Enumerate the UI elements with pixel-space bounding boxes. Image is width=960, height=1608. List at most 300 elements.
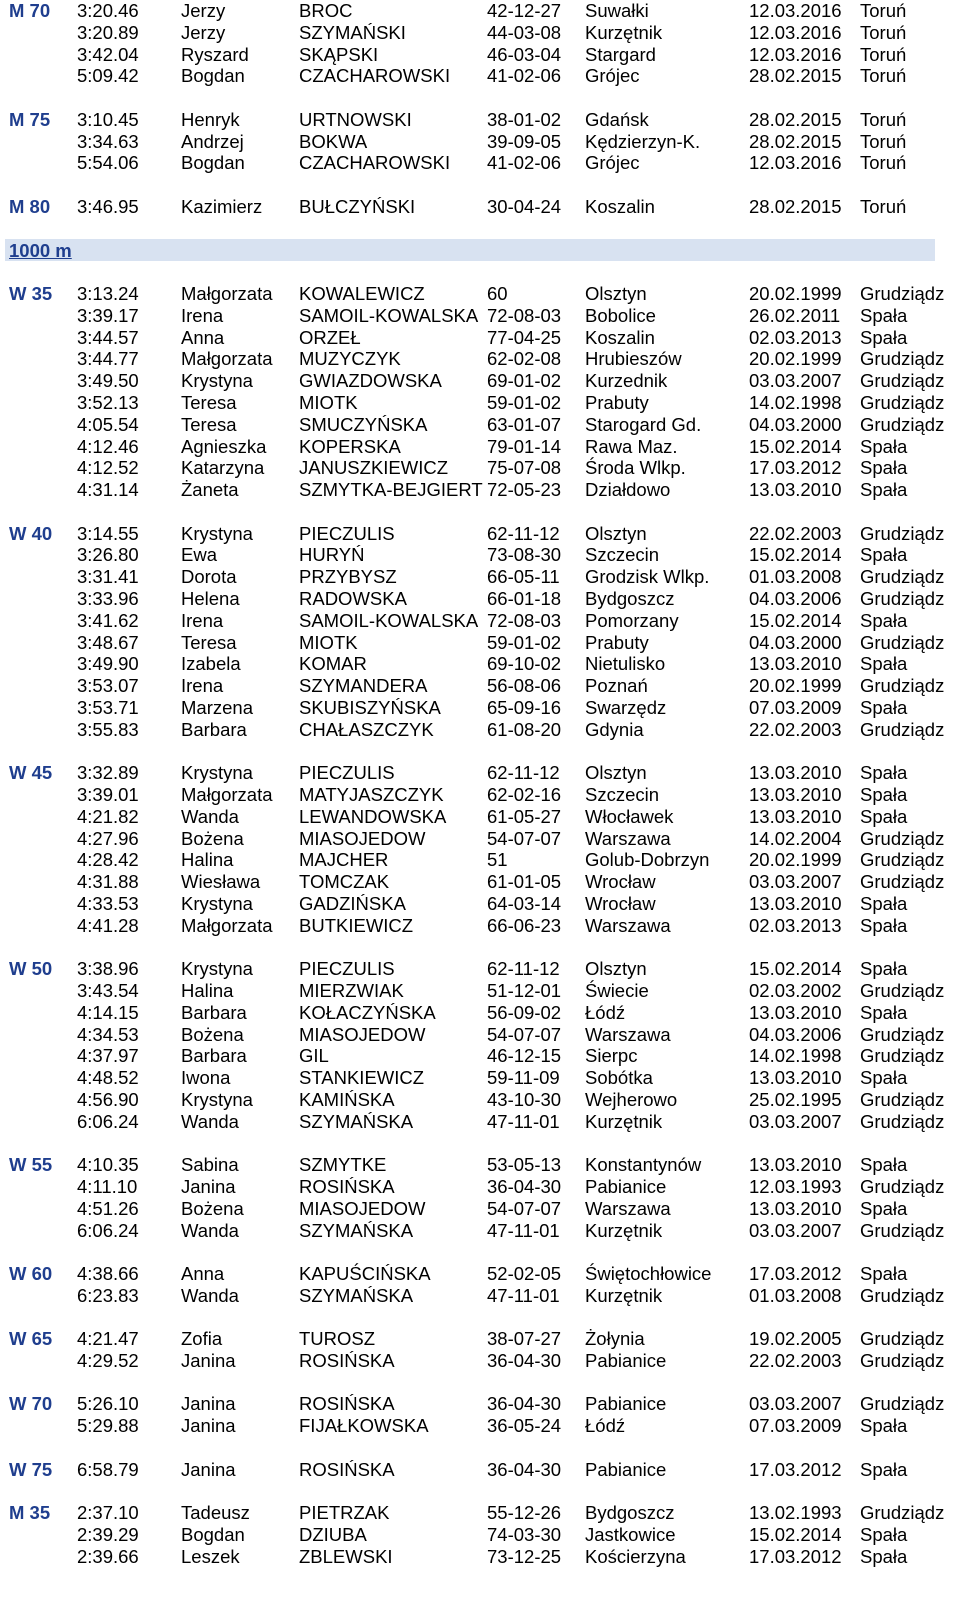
cell-place: Toruń — [860, 152, 907, 174]
cell-last: PRZYBYSZ — [299, 566, 397, 588]
cell-last: ROSIŃSKA — [299, 1350, 395, 1371]
cell-place: Grudziądz — [860, 1089, 945, 1110]
cell-time: 3:39.17 — [77, 304, 139, 326]
cell-place: Spała — [860, 1263, 908, 1284]
cell-date: 17.03.2012 — [749, 1458, 842, 1480]
cell-city: Olsztyn — [585, 522, 647, 544]
cell-place: Spała — [860, 958, 908, 980]
cell-place: Spała — [860, 697, 908, 718]
cell-place: Grudziądz — [860, 566, 945, 588]
table-row — [0, 1024, 960, 1046]
cell-last: SAMOIL-KOWALSKA — [299, 304, 479, 326]
cell-date: 02.03.2002 — [749, 980, 842, 1001]
cell-city: Wrocław — [585, 871, 656, 893]
cell-last: PIECZULIS — [299, 958, 395, 980]
cell-first: Krystyna — [181, 958, 253, 980]
cell-time: 3:32.89 — [77, 762, 139, 784]
cell-city: Koszalin — [585, 195, 655, 217]
cell-time: 4:37.97 — [77, 1045, 139, 1067]
cell-place: Grudziądz — [860, 283, 945, 304]
cell-city: Włocławek — [585, 805, 674, 827]
cell-city: Wrocław — [585, 893, 656, 914]
table-row — [0, 1415, 960, 1437]
cell-first: Janina — [181, 1415, 236, 1437]
cell-time: 4:29.52 — [77, 1350, 139, 1371]
cell-last: CZACHAROWSKI — [299, 152, 451, 174]
cell-date: 28.02.2015 — [749, 108, 842, 130]
cell-place: Spała — [860, 1415, 908, 1437]
table-row — [0, 22, 960, 44]
cell-city: Pabianice — [585, 1458, 667, 1480]
cell-first: Bożena — [181, 1023, 244, 1045]
cell-city: Świętochłowice — [585, 1263, 712, 1284]
cell-city: Żołynia — [585, 1328, 645, 1350]
cell-time: 4:10.35 — [77, 1154, 139, 1176]
cell-birth: 72-08-03 — [487, 304, 562, 326]
cell-time: 3:33.96 — [77, 588, 139, 609]
cell-first: Katarzyna — [181, 457, 265, 479]
cell-last: ROSIŃSKA — [299, 1176, 395, 1197]
cell-first: Małgorzata — [181, 283, 273, 304]
cell-place: Grudziądz — [860, 631, 945, 653]
cell-birth: 52-02-05 — [487, 1263, 562, 1284]
cell-date: 12.03.2016 — [749, 21, 842, 43]
cell-last: ZBLEWSKI — [299, 1545, 393, 1567]
cell-first: Tadeusz — [181, 1502, 250, 1523]
table-row — [0, 305, 960, 327]
cell-first: Agnieszka — [181, 435, 267, 457]
cell-place: Spała — [860, 762, 908, 784]
cell-first: Małgorzata — [181, 784, 273, 805]
cell-city: Warszawa — [585, 914, 671, 936]
cell-time: 4:14.15 — [77, 1001, 139, 1023]
cell-birth: 61-01-05 — [487, 871, 562, 893]
cell-last: PIECZULIS — [299, 522, 395, 544]
table-row — [0, 980, 960, 1002]
cell-city: Grójec — [585, 65, 640, 87]
cell-time: 4:28.42 — [77, 849, 139, 871]
cell-time: 3:44.77 — [77, 348, 139, 370]
cell-date: 03.03.2007 — [749, 1393, 842, 1415]
cell-first: Wanda — [181, 1219, 239, 1241]
cell-place: Grudziądz — [860, 1350, 945, 1371]
cell-place: Grudziądz — [860, 1219, 945, 1241]
cell-last: KOPERSKA — [299, 435, 401, 457]
table-row — [0, 1502, 960, 1524]
table-row — [0, 65, 960, 87]
cell-time: 3:46.95 — [77, 195, 139, 217]
cell-place: Spała — [860, 1067, 908, 1089]
cell-date: 17.03.2012 — [749, 1545, 842, 1567]
cell-last: MIOTK — [299, 392, 358, 413]
cell-first: Teresa — [181, 392, 237, 413]
cell-time: 6:23.83 — [77, 1284, 139, 1306]
cell-city: Bydgoszcz — [585, 588, 675, 609]
cell-date: 14.02.2004 — [749, 827, 842, 849]
cell-first: Bogdan — [181, 152, 245, 174]
cell-city: Starogard Gd. — [585, 413, 702, 435]
cell-city: Nietulisko — [585, 653, 666, 675]
cell-place: Spała — [860, 304, 908, 326]
cell-first: Wanda — [181, 1110, 239, 1132]
cell-last: MIOTK — [299, 631, 358, 653]
cell-place: Spała — [860, 653, 908, 675]
table-row — [0, 762, 960, 784]
cell-last: GIL — [299, 1045, 329, 1067]
cell-city: Pabianice — [585, 1176, 667, 1197]
table-row — [0, 348, 960, 370]
cell-birth: 73-08-30 — [487, 544, 562, 566]
cell-time: 4:05.54 — [77, 413, 139, 435]
cell-last: SMUCZYŃSKA — [299, 413, 428, 435]
cell-birth: 59-11-09 — [487, 1067, 560, 1089]
cell-place: Spała — [860, 457, 908, 479]
cell-date: 15.02.2014 — [749, 1523, 842, 1545]
cell-first: Krystyna — [181, 762, 253, 784]
cell-first: Małgorzata — [181, 914, 273, 936]
cell-city: Sierpc — [585, 1045, 638, 1067]
cell-city: Kurzętnik — [585, 1219, 663, 1241]
cell-date: 13.03.2010 — [749, 1001, 842, 1023]
cell-birth: 38-07-27 — [487, 1328, 562, 1350]
cell-birth: 47-11-01 — [487, 1110, 560, 1132]
cell-first: Bożena — [181, 1197, 244, 1219]
cell-time: 3:39.01 — [77, 784, 139, 805]
table-row — [0, 479, 960, 501]
table-row — [0, 566, 960, 588]
cell-date: 20.02.1999 — [749, 283, 842, 304]
cell-place: Spała — [860, 1545, 908, 1567]
cell-birth: 61-05-27 — [487, 805, 562, 827]
cell-city: Prabuty — [585, 392, 649, 413]
cell-time: 3:53.07 — [77, 675, 139, 697]
cell-date: 22.02.2003 — [749, 1350, 842, 1371]
cell-birth: 60 — [487, 283, 508, 304]
cell-city: Pabianice — [585, 1350, 667, 1371]
cell-last: FIJAŁKOWSKA — [299, 1415, 429, 1437]
table-row — [0, 1067, 960, 1089]
table-row — [0, 1089, 960, 1111]
cell-city: Szczecin — [585, 784, 660, 805]
cell-city: Swarzędz — [585, 697, 667, 718]
cell-birth: 54-07-07 — [487, 1023, 562, 1045]
table-row — [0, 610, 960, 632]
section-title: 1000 m — [9, 240, 72, 262]
table-row — [0, 784, 960, 806]
cell-time: 3:42.04 — [77, 43, 139, 65]
cell-place: Toruń — [860, 108, 907, 130]
cell-city: Warszawa — [585, 1023, 671, 1045]
cell-city: Prabuty — [585, 631, 649, 653]
cell-birth: 30-04-24 — [487, 195, 562, 217]
table-row — [0, 283, 960, 305]
cell-place: Grudziądz — [860, 849, 945, 871]
cell-place: Grudziądz — [860, 1176, 945, 1197]
cell-date: 12.03.1993 — [749, 1176, 842, 1197]
table-row — [0, 1524, 960, 1546]
table-row — [0, 828, 960, 850]
cell-place: Spała — [860, 479, 908, 501]
cell-last: SZMYTKA-BEJGIERT — [299, 479, 483, 501]
cell-place: Grudziądz — [860, 871, 945, 893]
cell-birth: 63-01-07 — [487, 413, 562, 435]
cell-time: 4:12.46 — [77, 435, 139, 457]
cell-city: Kurzętnik — [585, 1284, 663, 1306]
cell-place: Spała — [860, 326, 908, 348]
cell-date: 25.02.1995 — [749, 1089, 842, 1110]
cell-place: Spała — [860, 544, 908, 566]
table-row — [0, 1154, 960, 1176]
cell-last: SKĄPSKI — [299, 43, 379, 65]
cell-time: 4:51.26 — [77, 1197, 139, 1219]
cell-first: Irena — [181, 609, 224, 631]
cell-date: 17.03.2012 — [749, 1263, 842, 1284]
cell-place: Grudziądz — [860, 348, 945, 370]
cell-time: 3:41.62 — [77, 609, 139, 631]
cell-birth: 66-06-23 — [487, 914, 562, 936]
cell-first: Krystyna — [181, 370, 253, 392]
cell-birth: 65-09-16 — [487, 697, 562, 718]
cell-city: Poznań — [585, 675, 648, 697]
cell-place: Spała — [860, 1458, 908, 1480]
cell-last: SZYMAŃSKA — [299, 1219, 414, 1241]
cell-first: Teresa — [181, 631, 237, 653]
table-row — [0, 523, 960, 545]
table-row — [0, 370, 960, 392]
cell-last: KAMIŃSKA — [299, 1089, 395, 1110]
cell-date: 04.03.2000 — [749, 631, 842, 653]
table-row — [0, 457, 960, 479]
cell-time: 4:38.66 — [77, 1263, 139, 1284]
cell-city: Bobolice — [585, 304, 656, 326]
cell-last: SZYMAŃSKI — [299, 21, 406, 43]
cell-place: Grudziądz — [860, 1393, 945, 1415]
cell-date: 15.02.2014 — [749, 435, 842, 457]
cell-birth: 73-12-25 — [487, 1545, 562, 1567]
cell-first: Żaneta — [181, 479, 239, 501]
cell-first: Ryszard — [181, 43, 249, 65]
cell-first: Jerzy — [181, 0, 226, 21]
cell-first: Ewa — [181, 544, 217, 566]
cell-last: TUROSZ — [299, 1328, 376, 1350]
cell-last: PIETRZAK — [299, 1502, 390, 1523]
cell-date: 15.02.2014 — [749, 958, 842, 980]
cell-last: ROSIŃSKA — [299, 1393, 395, 1415]
cell-time: 3:10.45 — [77, 108, 139, 130]
cell-city: Grójec — [585, 152, 640, 174]
cell-last: SKUBISZYŃSKA — [299, 697, 441, 718]
cell-birth: 62-11-12 — [487, 522, 560, 544]
cell-birth: 36-05-24 — [487, 1415, 562, 1437]
cell-city: Stargard — [585, 43, 656, 65]
cell-last: MIERZWIAK — [299, 980, 404, 1001]
cell-birth: 75-07-08 — [487, 457, 562, 479]
cell-date: 14.02.1998 — [749, 392, 842, 413]
cell-place: Grudziądz — [860, 1284, 945, 1306]
table-row — [0, 632, 960, 654]
cell-time: 2:39.66 — [77, 1545, 139, 1567]
cell-last: DZIUBA — [299, 1523, 367, 1545]
cell-first: Jerzy — [181, 21, 226, 43]
cell-first: Małgorzata — [181, 348, 273, 370]
cell-birth: 56-08-06 — [487, 675, 562, 697]
cell-birth: 47-11-01 — [487, 1219, 560, 1241]
cell-place: Spała — [860, 1523, 908, 1545]
cell-first: Krystyna — [181, 1089, 253, 1110]
cell-time: 4:34.53 — [77, 1023, 139, 1045]
cell-place: Spała — [860, 1197, 908, 1219]
cell-birth: 36-04-30 — [487, 1458, 562, 1480]
cell-city: Gdańsk — [585, 108, 649, 130]
cell-time: 3:52.13 — [77, 392, 139, 413]
cell-cat: W 75 — [9, 1458, 53, 1480]
cell-city: Łódź — [585, 1415, 626, 1437]
cell-date: 19.02.2005 — [749, 1328, 842, 1350]
cell-time: 5:26.10 — [77, 1393, 139, 1415]
cell-time: 3:49.90 — [77, 653, 139, 675]
cell-last: SZMYTKE — [299, 1154, 387, 1176]
cell-city: Gdynia — [585, 718, 644, 740]
cell-time: 4:41.28 — [77, 914, 139, 936]
cell-time: 3:20.46 — [77, 0, 139, 21]
cell-birth: 55-12-26 — [487, 1502, 562, 1523]
table-row — [0, 44, 960, 66]
table-row — [0, 1002, 960, 1024]
table-row — [0, 131, 960, 153]
cell-birth: 66-05-11 — [487, 566, 560, 588]
cell-city: Łódź — [585, 1001, 626, 1023]
table-row — [0, 871, 960, 893]
cell-first: Halina — [181, 980, 234, 1001]
cell-place: Grudziądz — [860, 370, 945, 392]
cell-birth: 62-11-12 — [487, 958, 560, 980]
table-row — [0, 697, 960, 719]
cell-last: SAMOIL-KOWALSKA — [299, 609, 479, 631]
cell-date: 04.03.2000 — [749, 413, 842, 435]
cell-last: PIECZULIS — [299, 762, 395, 784]
table-row — [0, 544, 960, 566]
table-row — [0, 414, 960, 436]
cell-last: SZYMAŃSKA — [299, 1284, 414, 1306]
cell-birth: 69-10-02 — [487, 653, 562, 675]
cell-time: 5:09.42 — [77, 65, 139, 87]
cell-first: Wiesława — [181, 871, 261, 893]
cell-birth: 74-03-30 — [487, 1523, 562, 1545]
cell-place: Spała — [860, 1001, 908, 1023]
cell-date: 07.03.2009 — [749, 1415, 842, 1437]
cell-date: 01.03.2008 — [749, 1284, 842, 1306]
cell-last: BROC — [299, 0, 353, 21]
table-row — [0, 1285, 960, 1307]
cell-place: Spała — [860, 805, 908, 827]
cell-first: Barbara — [181, 1045, 247, 1067]
cell-time: 3:20.89 — [77, 21, 139, 43]
cell-time: 4:27.96 — [77, 827, 139, 849]
cell-time: 3:48.67 — [77, 631, 139, 653]
cell-first: Sabina — [181, 1154, 239, 1176]
cell-city: Kurzętnik — [585, 1110, 663, 1132]
cell-city: Rawa Maz. — [585, 435, 678, 457]
cell-time: 4:56.90 — [77, 1089, 139, 1110]
cell-city: Golub-Dobrzyn — [585, 849, 710, 871]
cell-cat: M 75 — [9, 108, 51, 130]
cell-time: 4:21.47 — [77, 1328, 139, 1350]
cell-time: 3:31.41 — [77, 566, 139, 588]
cell-place: Grudziądz — [860, 718, 945, 740]
cell-first: Barbara — [181, 718, 247, 740]
table-row — [0, 196, 960, 218]
cell-cat: W 70 — [9, 1393, 53, 1415]
cell-time: 3:38.96 — [77, 958, 139, 980]
cell-last: URTNOWSKI — [299, 108, 412, 130]
cell-last: BUTKIEWICZ — [299, 914, 414, 936]
cell-cat: M 70 — [9, 0, 51, 21]
cell-first: Izabela — [181, 653, 241, 675]
cell-city: Szczecin — [585, 544, 660, 566]
cell-last: GADZIŃSKA — [299, 893, 406, 914]
cell-birth: 36-04-30 — [487, 1350, 562, 1371]
cell-date: 15.02.2014 — [749, 609, 842, 631]
section-header — [5, 239, 935, 261]
table-row — [0, 915, 960, 937]
cell-birth: 54-07-07 — [487, 1197, 562, 1219]
cell-cat: M 80 — [9, 195, 51, 217]
cell-cat: W 55 — [9, 1154, 53, 1176]
cell-place: Toruń — [860, 195, 907, 217]
table-row — [0, 392, 960, 414]
cell-date: 20.02.1999 — [749, 675, 842, 697]
cell-birth: 56-09-02 — [487, 1001, 562, 1023]
cell-date: 04.03.2006 — [749, 1023, 842, 1045]
cell-time: 4:31.14 — [77, 479, 139, 501]
cell-birth: 36-04-30 — [487, 1176, 562, 1197]
cell-cat: W 65 — [9, 1328, 53, 1350]
cell-date: 12.03.2016 — [749, 43, 842, 65]
cell-birth: 69-01-02 — [487, 370, 562, 392]
table-row — [0, 109, 960, 131]
cell-place: Grudziądz — [860, 1023, 945, 1045]
cell-place: Toruń — [860, 0, 907, 21]
cell-place: Grudziądz — [860, 1045, 945, 1067]
cell-date: 02.03.2013 — [749, 914, 842, 936]
cell-birth: 54-07-07 — [487, 827, 562, 849]
cell-city: Warszawa — [585, 1197, 671, 1219]
table-row — [0, 0, 960, 22]
cell-first: Janina — [181, 1458, 236, 1480]
cell-city: Świecie — [585, 980, 649, 1001]
cell-time: 3:44.57 — [77, 326, 139, 348]
table-row — [0, 893, 960, 915]
table-row — [0, 1263, 960, 1285]
table-row — [0, 1176, 960, 1198]
cell-date: 22.02.2003 — [749, 522, 842, 544]
cell-first: Janina — [181, 1176, 236, 1197]
cell-date: 13.02.1993 — [749, 1502, 842, 1523]
cell-city: Działdowo — [585, 479, 671, 501]
cell-city: Konstantynów — [585, 1154, 702, 1176]
cell-cat: W 35 — [9, 283, 53, 304]
table-row — [0, 1459, 960, 1481]
cell-birth: 42-12-27 — [487, 0, 562, 21]
cell-last: MIASOJEDOW — [299, 827, 426, 849]
cell-place: Toruń — [860, 43, 907, 65]
cell-last: CZACHAROWSKI — [299, 65, 451, 87]
cell-cat: W 50 — [9, 958, 53, 980]
cell-date: 26.02.2011 — [749, 304, 841, 326]
cell-first: Barbara — [181, 1001, 247, 1023]
table-row — [0, 849, 960, 871]
cell-city: Jastkowice — [585, 1523, 676, 1545]
